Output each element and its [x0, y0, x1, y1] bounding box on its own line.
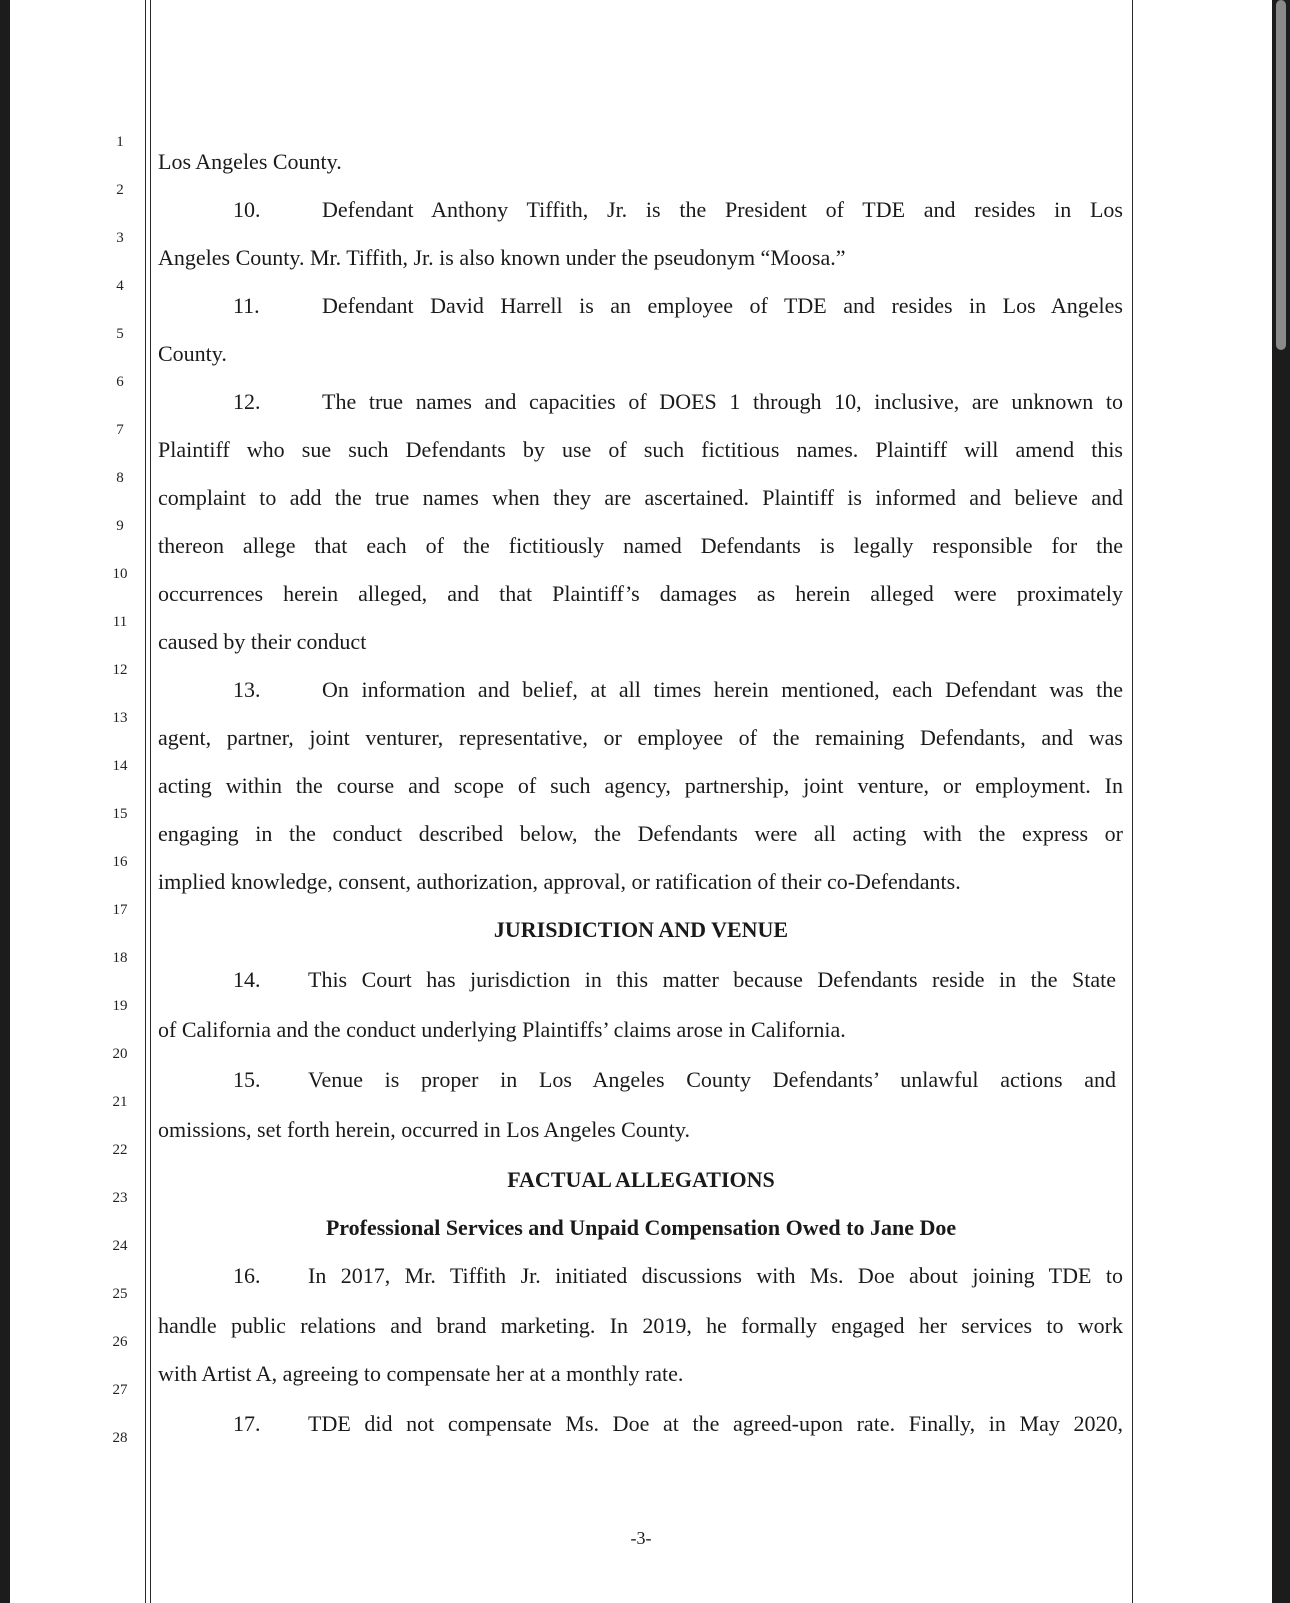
- line-number: 23: [112, 1190, 128, 1206]
- body-line: In 2017, Mr. Tiffith Jr. initiated discussions with Ms. Doe about joining TDE to: [308, 1263, 1123, 1288]
- line-number: 24: [112, 1238, 128, 1254]
- body-line: omissions, set forth herein, occurred in Los Angeles County.: [158, 1117, 690, 1142]
- body-line: Defendant Anthony Tiffith, Jr. is the President of TDE and resides in Los: [322, 197, 1123, 222]
- line-number: 8: [116, 470, 124, 486]
- paragraph-number: 11.: [233, 293, 260, 318]
- line-number: 13: [112, 710, 128, 726]
- line-number: 20: [112, 1046, 128, 1062]
- body-line: TDE did not compensate Ms. Doe at the agreed-upon rate. Finally, in May 2020,: [308, 1411, 1123, 1436]
- body-line: complaint to add the true names when they are ascertained. Plaintiff is informed and believe and: [158, 485, 1123, 510]
- paragraph-number: 14.: [233, 967, 261, 992]
- body-line: implied knowledge, consent, authorization, approval, or ratification of their co-Defendants.: [158, 869, 961, 894]
- line-number: 4: [116, 278, 124, 294]
- body-line: Venue is proper in Los Angeles County Defendants’ unlawful actions and: [308, 1067, 1116, 1092]
- body-line: agent, partner, joint venturer, representative, or employee of the remaining Defendants, and was: [158, 725, 1123, 750]
- line-number: 17: [112, 902, 128, 918]
- subsection-heading-professional: Professional Services and Unpaid Compensation Owed to Jane Doe: [325, 1215, 957, 1240]
- body-line: The true names and capacities of DOES 1 through 10, inclusive, are unknown to: [322, 389, 1123, 414]
- paragraph-number: 13.: [233, 677, 261, 702]
- body-line: This Court has jurisdiction in this matter because Defendants reside in the State: [308, 967, 1116, 992]
- line-number: 3: [116, 230, 124, 246]
- body-line: caused by their conduct: [158, 629, 367, 654]
- paragraph-number: 12.: [233, 389, 261, 414]
- line-number: 5: [116, 326, 124, 342]
- body-line: thereon allege that each of the fictitiously named Defendants is legally responsible for the: [158, 533, 1123, 558]
- line-number: 28: [112, 1430, 128, 1446]
- line-number: 6: [116, 374, 124, 390]
- body-line: of California and the conduct underlying Plaintiffs’ claims arose in California.: [158, 1017, 846, 1042]
- body-line: engaging in the conduct described below, the Defendants were all acting with the express or: [158, 821, 1123, 846]
- line-number: 26: [112, 1334, 128, 1350]
- body-line: Defendant David Harrell is an employee of TDE and resides in Los Angeles: [322, 293, 1123, 318]
- paragraph-number: 17.: [233, 1411, 261, 1436]
- body-line: handle public relations and brand marketing. In 2019, he formally engaged her services to work: [158, 1313, 1123, 1338]
- line-number: 7: [116, 422, 124, 438]
- line-number: 16: [112, 854, 128, 870]
- body-line: On information and belief, at all times herein mentioned, each Defendant was the: [322, 677, 1123, 702]
- line-number: 10: [112, 566, 128, 582]
- line-number: 27: [112, 1382, 128, 1398]
- line-number: 19: [112, 998, 128, 1014]
- body-line: occurrences herein alleged, and that Plaintiff’s damages as herein alleged were proximately: [158, 581, 1123, 606]
- line-number: 22: [112, 1142, 128, 1158]
- body-line: Los Angeles County.: [158, 149, 342, 174]
- page-number: -3-: [630, 1528, 652, 1548]
- section-heading-jurisdiction: JURISDICTION AND VENUE: [493, 917, 789, 942]
- line-number: 25: [112, 1286, 128, 1302]
- line-number: 9: [116, 518, 124, 534]
- line-number: 15: [112, 806, 128, 822]
- body-line: acting within the course and scope of such agency, partnership, joint venture, or employment. In: [158, 773, 1123, 798]
- paragraph-number: 15.: [233, 1067, 261, 1092]
- body-line: County.: [158, 341, 227, 366]
- line-number: 21: [112, 1094, 128, 1110]
- line-number: 14: [112, 758, 128, 774]
- section-heading-factual: FACTUAL ALLEGATIONS: [507, 1167, 775, 1192]
- line-number: 2: [116, 182, 124, 198]
- line-number: 12: [112, 662, 128, 678]
- body-line: with Artist A, agreeing to compensate her at a monthly rate.: [158, 1361, 684, 1386]
- paragraph-number: 10.: [233, 197, 261, 222]
- body-line: Angeles County. Mr. Tiffith, Jr. is also known under the pseudonym “Moosa.”: [158, 245, 846, 270]
- line-number: 11: [112, 614, 128, 630]
- paragraph-number: 16.: [233, 1263, 261, 1288]
- body-line: Plaintiff who sue such Defendants by use of such fictitious names. Plaintiff will amend this: [158, 437, 1123, 462]
- line-number: 18: [112, 950, 128, 966]
- line-number: 1: [116, 134, 124, 150]
